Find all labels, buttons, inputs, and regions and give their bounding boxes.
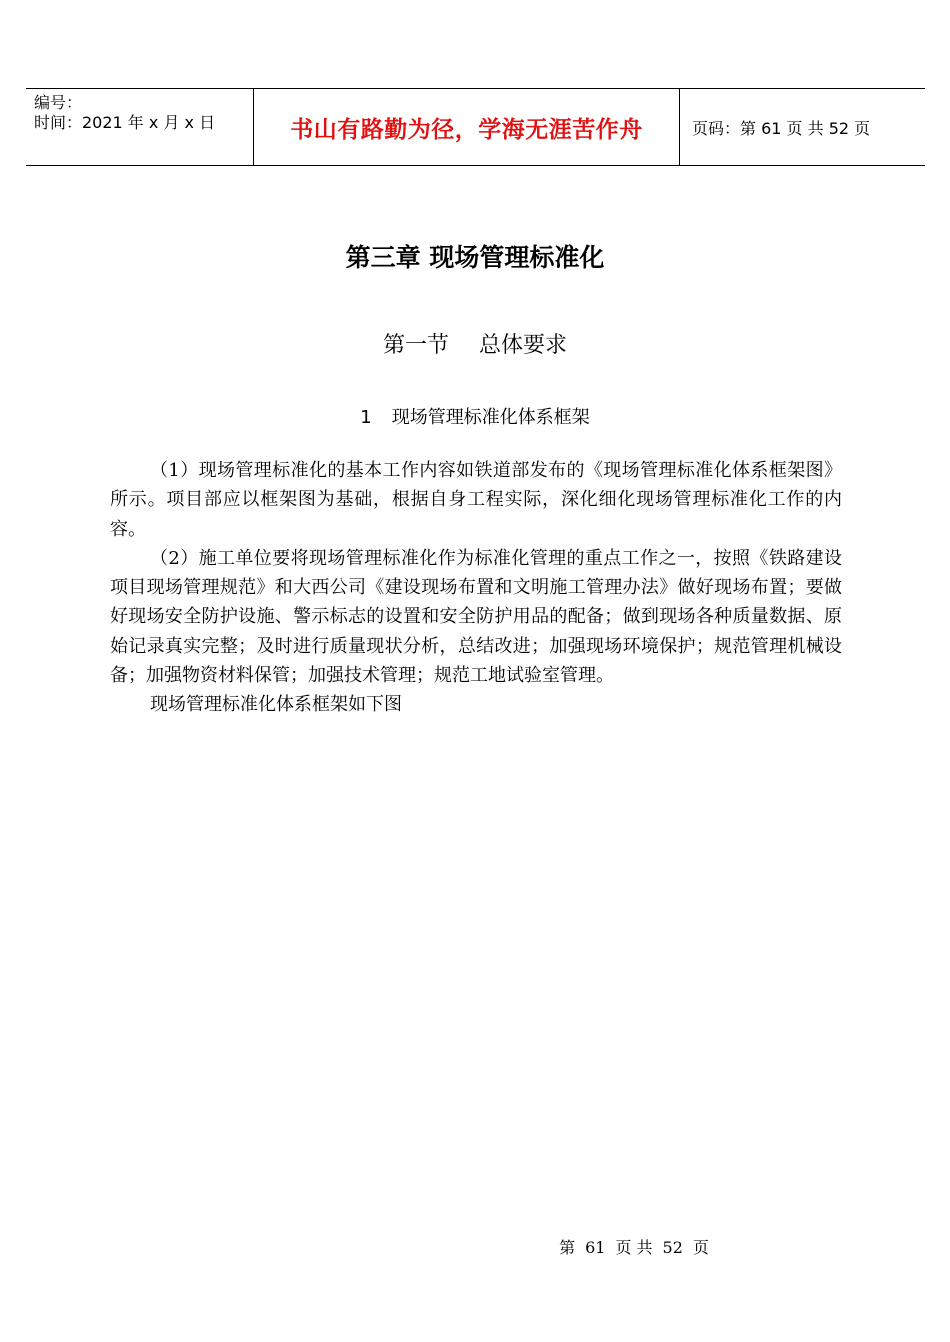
footer-page-number: 61 — [585, 1238, 606, 1257]
motto-text: 书山有路勤为径，学海无涯苦作舟 — [290, 116, 643, 143]
header-motto-cell — [254, 89, 680, 165]
footer-suffix: 页 — [692, 1238, 709, 1257]
section-number: 第一节 — [382, 333, 449, 358]
paragraph-1: （1）现场管理标准化的基本工作内容如铁道部发布的《现场管理标准化体系框架图》所示。项目部应以框架图为基础，根据自身工程实际，深化细化现场管理标准化工作的内容。 — [110, 460, 842, 540]
header-table — [26, 88, 925, 166]
footer-prefix: 第 — [559, 1238, 576, 1257]
page-footer — [0, 1235, 950, 1258]
subsection-number: 1 — [360, 407, 372, 428]
subsection-heading — [0, 403, 950, 429]
footer-total-pages: 52 — [662, 1238, 683, 1257]
section-heading — [0, 328, 950, 359]
header-meta-cell — [26, 89, 254, 165]
section-title: 总体要求 — [479, 333, 568, 358]
time-label: 时间：2021 年 x 月 x 日 — [34, 113, 216, 132]
footer-mid: 页 共 — [615, 1238, 653, 1257]
paragraph-3: 现场管理标准化体系框架如下图 — [150, 694, 402, 716]
header-page-cell — [680, 89, 925, 165]
number-label: 编号： — [34, 93, 83, 112]
paragraph-2: （2）施工单位要将现场管理标准化作为标准化管理的重点工作之一，按照《铁路建设项目现场管理规范》和大西公司《建设现场布置和文明施工管理办法》做好现场布置；要做好现场安全防护设施、警示标志的设置和安全防护用品的配备；做到现场各种质量数据、原始记录真实完整；及时进行质量现状分析，总结改进；加强现场环境保护；规范管理机械设备；加强物资材料保管；加强技术管理；规范工地试验室管理。 — [110, 547, 842, 687]
page-info: 页码：第 61 页 共 52 页 — [692, 118, 871, 138]
body-text — [110, 456, 842, 720]
chapter-title: 第三章 现场管理标准化 — [345, 243, 605, 272]
subsection-title: 现场管理标准化体系框架 — [391, 407, 590, 428]
